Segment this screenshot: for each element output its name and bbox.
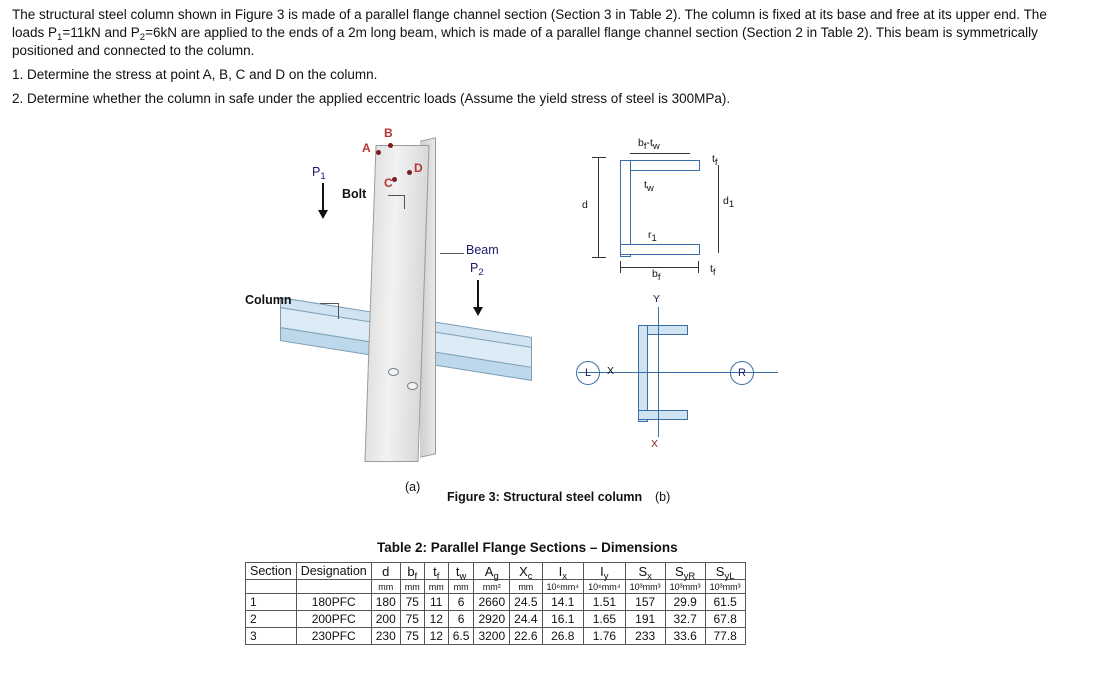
- figure-3: [0, 125, 1094, 515]
- dim-right-vertical: [718, 165, 719, 253]
- label-bf-tw: [638, 137, 660, 152]
- label-tf-top: [712, 153, 718, 168]
- label-bftw-b: b: [638, 137, 644, 149]
- cell-bf: 75: [400, 611, 424, 628]
- th-syr: $S_{yR}$: [665, 563, 705, 580]
- p2-subscript: 2: [139, 31, 146, 43]
- cell-syl: 67.8: [705, 611, 745, 628]
- label-bftw-subw: w: [652, 141, 660, 152]
- label-tw: [644, 179, 654, 194]
- unit-tw: mm: [448, 580, 474, 594]
- y-axis-line: [658, 307, 659, 437]
- label-bftw-subf: f: [643, 141, 647, 152]
- label-x-axis: X: [607, 365, 615, 377]
- cell-tw: 6: [448, 611, 474, 628]
- label-bf-bottom: [652, 268, 661, 283]
- table-row: [246, 594, 746, 611]
- cell-sx: 233: [625, 628, 665, 645]
- unit-designation: [296, 580, 371, 594]
- label-point-b: B: [384, 126, 393, 140]
- cell-iy: 1.65: [584, 611, 626, 628]
- label-p1-main: P: [312, 165, 321, 179]
- unit-ix: 10⁶mm⁴: [542, 580, 584, 594]
- channel-bottom-flange: [620, 244, 700, 255]
- unit-tf: mm: [424, 580, 448, 594]
- cell-d: 200: [371, 611, 400, 628]
- cell-tw: 6: [448, 594, 474, 611]
- cell-ix: 16.1: [542, 611, 584, 628]
- problem-text-part-2: =11kN and P: [62, 24, 140, 40]
- cell-syr: 33.6: [665, 628, 705, 645]
- question-2: 2. Determine whether the column in safe under the applied eccentric loads (Assume the yield stress of steel is 300MPa).: [12, 90, 731, 106]
- figure-3b-cross-sections: [560, 135, 840, 504]
- unit-ag: mm²: [474, 580, 510, 594]
- dim-bottom-tick-right: [698, 261, 699, 273]
- column-leader-h: [320, 303, 338, 304]
- cell-tw: 6.5: [448, 628, 474, 645]
- cell-xc: 24.4: [510, 611, 542, 628]
- label-right-circle[interactable]: R: [730, 361, 754, 385]
- cell-section: 3: [246, 628, 297, 645]
- label-d1-sub: 1: [728, 199, 735, 210]
- dim-left-vertical: [598, 157, 599, 257]
- channel-web: [620, 160, 631, 257]
- p1-subscript: 1: [57, 31, 63, 43]
- bolt-leader-v: [404, 195, 405, 209]
- th-bf: $b_f$: [400, 563, 424, 580]
- unit-sx: 10³mm³: [625, 580, 665, 594]
- label-y-axis: Y: [653, 293, 661, 305]
- cell-syl: 61.5: [705, 594, 745, 611]
- dim-left-tick-bottom: [592, 257, 606, 258]
- problem-statement: [12, 6, 1062, 114]
- table-2-title: Table 2: Parallel Flange Sections – Dimensions: [377, 540, 678, 555]
- th-tw: $t_w$: [448, 563, 474, 580]
- cell-syr: 29.9: [665, 594, 705, 611]
- th-d: d: [371, 563, 400, 580]
- figure-caption-text: Figure 3: Structural steel column: [447, 490, 643, 504]
- label-p2-main: P: [470, 261, 479, 275]
- label-tw-sub: w: [646, 183, 654, 194]
- unit-bf: mm: [400, 580, 424, 594]
- cell-ag: 2920: [474, 611, 510, 628]
- column-front-face: [364, 145, 429, 462]
- beam-leader-line: [440, 253, 464, 254]
- column-leader-v: [338, 303, 339, 319]
- th-syl: $S_{yL}$: [705, 563, 745, 580]
- label-bolt: Bolt: [342, 187, 367, 201]
- unit-xc: mm: [510, 580, 542, 594]
- subfigure-b-caption: (b): [655, 490, 671, 504]
- th-designation: Designation: [296, 563, 371, 580]
- cell-ix: 14.1: [542, 594, 584, 611]
- arrow-p2: [477, 280, 479, 308]
- cell-tf: 12: [424, 628, 448, 645]
- label-point-c: C: [384, 176, 393, 190]
- unit-section: [246, 580, 297, 594]
- subfigure-a-caption: (a): [405, 480, 421, 494]
- table-row: [246, 628, 746, 645]
- label-column: Column: [245, 293, 292, 307]
- label-point-a: A: [362, 141, 371, 155]
- label-d1: [723, 195, 735, 210]
- bolt-leader-h: [388, 195, 404, 196]
- th-sx: $S_x$: [625, 563, 665, 580]
- cell-d: 180: [371, 594, 400, 611]
- th-iy: $I_y$: [584, 563, 626, 580]
- label-beam: Beam: [466, 243, 499, 257]
- cell-designation: 200PFC: [296, 611, 371, 628]
- bolt-hole-1: [388, 368, 399, 376]
- dim-left-tick-top: [592, 157, 606, 158]
- label-r1-main: r: [648, 229, 652, 241]
- th-ag: $A_g$: [474, 563, 510, 580]
- label-point-d: D: [414, 161, 423, 175]
- th-tf: $t_f$: [424, 563, 448, 580]
- unit-iy: 10⁶mm⁴: [584, 580, 626, 594]
- label-bf-main: b: [652, 268, 658, 280]
- point-d-marker: [407, 170, 412, 175]
- label-r1-sub: 1: [651, 233, 657, 244]
- label-bf-sub: f: [657, 272, 661, 283]
- label-tf-main: t: [712, 153, 715, 165]
- cell-ag: 2660: [474, 594, 510, 611]
- cell-designation: 180PFC: [296, 594, 371, 611]
- th-section: Section: [246, 563, 297, 580]
- label-bftw-minus-t: -t: [646, 137, 653, 149]
- figure-3a-isometric: [245, 125, 560, 494]
- cell-designation: 230PFC: [296, 628, 371, 645]
- label-p1-sub: 1: [320, 171, 326, 182]
- label-tw-main: t: [644, 179, 647, 191]
- cell-xc: 22.6: [510, 628, 542, 645]
- cell-syl: 77.8: [705, 628, 745, 645]
- table-2-parallel-flange-sections: [245, 562, 746, 645]
- label-x-axis-bottom: X: [651, 438, 659, 450]
- cell-syr: 32.7: [665, 611, 705, 628]
- cell-sx: 157: [625, 594, 665, 611]
- label-left-circle[interactable]: L: [576, 361, 600, 385]
- channel-dimension-diagram: [620, 160, 715, 255]
- label-tf2-main: t: [710, 263, 713, 275]
- label-p1: [312, 165, 326, 182]
- cell-tf: 11: [424, 594, 448, 611]
- cell-sx: 191: [625, 611, 665, 628]
- label-p2-sub: 2: [478, 267, 484, 278]
- label-p2: [470, 261, 484, 278]
- cell-iy: 1.51: [584, 594, 626, 611]
- cell-ix: 26.8: [542, 628, 584, 645]
- axis-channel-bottom-flange: [638, 410, 688, 420]
- label-tf-bottom: [710, 263, 716, 278]
- label-tf2-sub: f: [712, 267, 716, 278]
- cell-section: 1: [246, 594, 297, 611]
- figure-caption: [447, 490, 642, 504]
- th-ix: $I_x$: [542, 563, 584, 580]
- cell-tf: 12: [424, 611, 448, 628]
- problem-text-part-3: =6kN are applied to the ends of a 2m long beam, which is made of a parallel flange channel section (Section 2 in Table 2). This beam is symmetrically positioned and connected to the column.: [12, 24, 1038, 58]
- label-d: d: [582, 199, 588, 211]
- cell-bf: 75: [400, 594, 424, 611]
- table-row: [246, 611, 746, 628]
- label-r1: [648, 229, 657, 244]
- cell-d: 230: [371, 628, 400, 645]
- problem-text-part-1: The structural steel column shown in Figure 3 is made of a parallel flange channel section (Section 3 in Table 2). The column is fixed at its base and free at its upper end. The loads P: [12, 7, 1047, 40]
- dim-top-horizontal: [630, 153, 690, 154]
- th-xc: $X_c$: [510, 563, 542, 580]
- cell-iy: 1.76: [584, 628, 626, 645]
- channel-top-flange: [620, 160, 700, 171]
- arrow-p1: [322, 183, 324, 211]
- unit-syr: 10³mm³: [665, 580, 705, 594]
- point-a-marker: [376, 150, 381, 155]
- axis-channel-web: [638, 325, 648, 422]
- cell-bf: 75: [400, 628, 424, 645]
- bolt-hole-2: [407, 382, 418, 390]
- dim-bottom-tick-left: [620, 261, 621, 273]
- cell-ag: 3200: [474, 628, 510, 645]
- cell-xc: 24.5: [510, 594, 542, 611]
- cell-section: 2: [246, 611, 297, 628]
- label-d1-main: d: [723, 195, 729, 207]
- label-tf-sub: f: [714, 157, 718, 168]
- unit-syl: 10³mm³: [705, 580, 745, 594]
- question-1: 1. Determine the stress at point A, B, C and D on the column.: [12, 66, 378, 82]
- unit-d: mm: [371, 580, 400, 594]
- table-header-row: [246, 563, 746, 580]
- point-b-marker: [388, 143, 393, 148]
- problem-paragraph: [12, 6, 1062, 60]
